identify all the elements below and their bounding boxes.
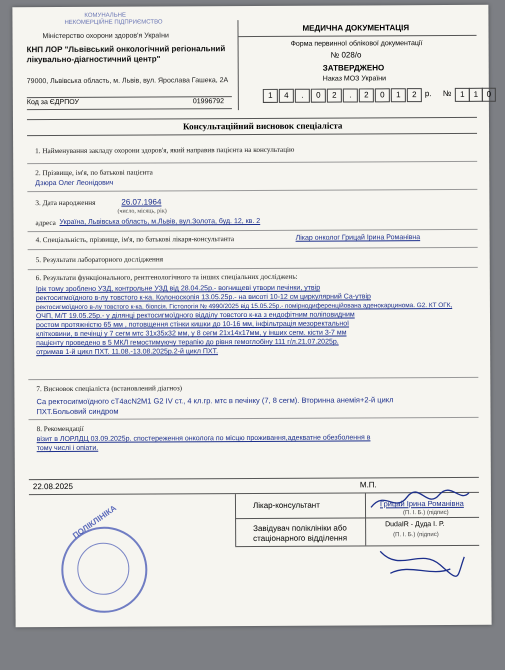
round-stamp bbox=[61, 503, 147, 613]
date-digit-box: . bbox=[295, 89, 310, 103]
order-num-label: № bbox=[442, 88, 452, 98]
sign-hint-2: (П. І. Б.) (підпис) bbox=[393, 532, 439, 539]
date-digit-box: 2 bbox=[327, 89, 342, 103]
edrpou-bottom-rule bbox=[27, 108, 232, 110]
date-digit-box: 0 bbox=[311, 89, 326, 103]
address-value: Україна, Львівська область, м.Львів, вул.Золота, буд. 12, кв. 2 bbox=[59, 217, 261, 227]
date-digit-box: 1 bbox=[391, 88, 406, 102]
head-signature bbox=[360, 543, 470, 584]
form-number: № 028/о bbox=[330, 50, 362, 60]
findings-line: пацієнту проведено в 5 МКЛ гемостимуючу терапію до рівня гемоглобіну 111 г/л.21.07.2025р. bbox=[36, 338, 339, 348]
patient-name: Дзюра Олег Леонідович bbox=[35, 179, 114, 188]
stamp-line-2: НЕКОМЕРЦІЙНЕ ПІДПРИЄМСТВО bbox=[64, 19, 163, 26]
header-divider bbox=[237, 20, 238, 110]
mp-label: М.П. bbox=[359, 480, 377, 490]
address-label: адреса bbox=[35, 219, 56, 228]
date-digit-box: 1 bbox=[263, 89, 278, 103]
section-rule bbox=[29, 417, 479, 420]
head-label-2: стаціонарного відділення bbox=[253, 533, 348, 543]
order-num-box: 1 bbox=[469, 88, 483, 102]
date-digit-box: 0 bbox=[375, 88, 390, 102]
date-digit-box: 2 bbox=[359, 88, 374, 102]
section-5-label: 5. Результати лабораторного дослідження bbox=[35, 255, 164, 265]
date-digit-box: . bbox=[343, 88, 358, 102]
section-rule bbox=[28, 267, 478, 270]
head-label-1: Завідувач поліклініки або bbox=[253, 523, 347, 533]
consultant-signature bbox=[365, 485, 475, 516]
section-rule bbox=[28, 377, 478, 380]
form-line: Форма первинної облікової документації bbox=[290, 40, 423, 48]
birth-date: 26.07.1964 bbox=[121, 197, 162, 207]
date-year-suffix: р. bbox=[424, 89, 432, 99]
title-top-rule bbox=[27, 117, 477, 120]
footer-top-rule bbox=[29, 477, 479, 480]
findings-line: Ірік тому зроблено УЗД, контрольне УЗД від 28.04.25р.- вогнищеві утвори печінки, утвір bbox=[35, 284, 321, 294]
right-rule-1 bbox=[239, 35, 477, 37]
section-1-label: 1. Найменування закладу охорони здоров'я, який направив пацієнта на консультацію bbox=[35, 145, 295, 156]
section-7-label: 7. Висновок спеціаліста (встановлений діагноз) bbox=[36, 384, 183, 394]
doc-type: МЕДИЧНА ДОКУМЕНТАЦІЯ bbox=[302, 23, 410, 33]
stamp-line-1: КОМУНАЛЬНЕ bbox=[84, 12, 127, 19]
section-2-label: 2. Прізвище, ім'я, по батькові пацієнта bbox=[35, 168, 153, 178]
stamp-text: ПОЛІКЛІНІКА bbox=[71, 503, 118, 541]
approved-label: ЗАТВЕРДЖЕНО bbox=[322, 63, 385, 73]
findings-line: ректосигмоїдного в-лу товстого к-ка. Колоноскопія 13.05.25р.- на висоті 10-12 см циркулярний Са-утвір bbox=[35, 293, 371, 303]
findings-line: ОЧП, М/Т 19.05.25р.- у ділянці ректосигмоїдного відділу товстого к-ка з ендофітним поліповидним bbox=[35, 311, 355, 321]
findings-line: ректосигмоїдного в-лу товстого к-ка. біопсія. Гістологія № 4990/2025 від 15.05.25р.- помірнодиференційована аденокарцинома. G2. КТ ОГК, bbox=[35, 301, 453, 312]
issue-date: 22.08.2025 bbox=[32, 481, 73, 492]
org-name: КНП ЛОР "Львівський онкологічний регіональний лікувально-діагностичний центр" bbox=[26, 44, 226, 65]
findings-line: ростом протяжністю 65 мм , потовщення стінки кишки до 10-16 мм, інфільтрація мезоректальної bbox=[36, 320, 350, 330]
ministry-line: Міністерство охорони здоров'я України bbox=[42, 32, 169, 41]
section-6-label: 6. Результати функціонального, рентгенологічного та інших спеціальних досліджень: bbox=[35, 272, 298, 283]
document-page bbox=[12, 5, 491, 627]
document-title: Консультаційний висновок спеціаліста bbox=[182, 120, 343, 132]
edrpou-value: 01996792 bbox=[192, 98, 225, 106]
section-3-label: 3. Дата народження bbox=[35, 198, 96, 208]
footer-divider-1 bbox=[235, 494, 236, 546]
findings-line: клітковини, в печінці у 7 сегм мтс 31х35х32 мм, у 8 сегм 21х14х17мм, у інших сегм. кісти 3-7 мм bbox=[36, 329, 347, 339]
section-rule bbox=[27, 161, 477, 164]
sign-hint-1: (П. І. Б.) (підпис) bbox=[403, 509, 449, 517]
date-digit-box: 4 bbox=[279, 89, 294, 103]
birth-date-hint: (число, місяць, рік) bbox=[117, 208, 167, 215]
recommendation-line: тому числі і опіати. bbox=[36, 444, 99, 453]
section-4-label: 4. Спеціальність, прізвище, ім'я, по батькові лікаря-консультанта bbox=[35, 235, 235, 245]
date-digit-box: 2 bbox=[407, 88, 422, 102]
edrpou-label: Код за ЄДРПОУ bbox=[26, 98, 80, 107]
org-address: 79000, Львівська область, м. Львів, вул. Ярослава Гашека, 2А bbox=[26, 77, 229, 86]
section-rule bbox=[27, 189, 477, 192]
consultant-specialty: Лікар онколог Грицай Ірина Романівна bbox=[295, 234, 421, 242]
section-8-label: 8. Рекомендації bbox=[36, 424, 84, 434]
footer-rule bbox=[235, 517, 479, 519]
title-bottom-rule bbox=[27, 133, 477, 136]
order-num-box: 1 bbox=[455, 88, 470, 102]
diagnosis-line: Са ректосигмоїдного сТ4асN2M1 G2 IV ст., 4 кл.гр. мтс в печінку (7, 8 сегм). Вторинна анемія+2-й цикл bbox=[36, 395, 394, 407]
diagnosis-line: ПХТ.Больовий синдром bbox=[36, 406, 119, 417]
consultant-name: Грицай Ірина Романівна bbox=[379, 498, 464, 509]
order-line: Наказ МОЗ України bbox=[322, 75, 387, 83]
order-num-box: 0 bbox=[482, 88, 496, 102]
findings-line: отримав 1-й цикл ПХТ. 11.08.-13.08.2025р.2-й цикл ПХТ. bbox=[36, 348, 219, 357]
consultant-label: Лікар-консультант bbox=[252, 500, 320, 510]
recommendation-line: візит в ЛОРЛДЦ 03.09.2025р. спостереження онколога по місцю проживання,адекватне обезболення в bbox=[36, 434, 371, 444]
head-name: DudaIR - Дуда І. Р. bbox=[385, 520, 445, 529]
section-rule bbox=[28, 247, 478, 250]
section-rule bbox=[28, 229, 478, 232]
